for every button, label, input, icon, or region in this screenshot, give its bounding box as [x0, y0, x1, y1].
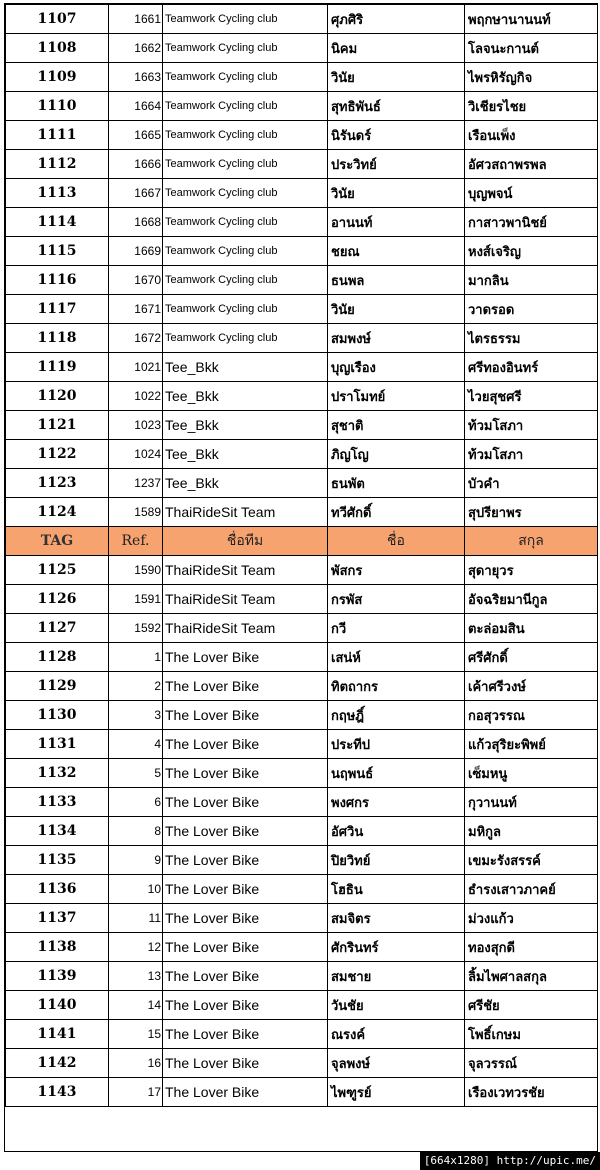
first-name-cell: ณรงค์ [328, 1020, 465, 1049]
team-cell: The Lover Bike [163, 875, 328, 904]
last-name-cell: สุดายุวร [465, 556, 598, 585]
team-cell: The Lover Bike [163, 962, 328, 991]
ref-cell: 2 [109, 672, 163, 701]
ref-cell: 8 [109, 817, 163, 846]
ref-cell: 9 [109, 846, 163, 875]
table-row [6, 991, 598, 1020]
table-row [6, 92, 598, 121]
team-cell: The Lover Bike [163, 1049, 328, 1078]
team-cell: The Lover Bike [163, 730, 328, 759]
ref-cell: 1664 [109, 92, 163, 121]
ref-cell: 1021 [109, 353, 163, 382]
last-name-cell: วิเชียรไชย [465, 92, 598, 121]
tag-cell: 1138 [6, 933, 109, 962]
ref-cell: 1590 [109, 556, 163, 585]
tag-cell: 1125 [6, 556, 109, 585]
team-cell: Teamwork Cycling club [163, 208, 328, 237]
first-name-cell: จุลพงษ์ [328, 1049, 465, 1078]
first-name-cell: สมพงษ์ [328, 324, 465, 353]
table-row [6, 353, 598, 382]
last-name-cell: โลจนะกานต์ [465, 34, 598, 63]
last-name-cell: บุญพจน์ [465, 179, 598, 208]
team-cell: The Lover Bike [163, 788, 328, 817]
ref-cell: 1661 [109, 5, 163, 34]
last-name-cell: จุลวรรณ์ [465, 1049, 598, 1078]
tag-cell: 1141 [6, 1020, 109, 1049]
table-row [6, 382, 598, 411]
tag-cell: 1129 [6, 672, 109, 701]
table-row [6, 846, 598, 875]
ref-cell: 1023 [109, 411, 163, 440]
tag-cell: 1130 [6, 701, 109, 730]
team-cell: ThaiRideSit Team [163, 585, 328, 614]
ref-cell: 17 [109, 1078, 163, 1107]
table-row [6, 237, 598, 266]
first-name-cell: วันชัย [328, 991, 465, 1020]
tag-cell: 1108 [6, 34, 109, 63]
last-name-cell: กอสุวรรณ [465, 701, 598, 730]
last-name-cell: บัวคำ [465, 469, 598, 498]
first-name-cell: นิคม [328, 34, 465, 63]
team-cell: The Lover Bike [163, 643, 328, 672]
ref-cell: 1024 [109, 440, 163, 469]
last-name-cell: เรือนเพ็ง [465, 121, 598, 150]
first-name-cell: สุชาติ [328, 411, 465, 440]
ref-cell: 1237 [109, 469, 163, 498]
first-name-cell: ทวีศักดิ์ [328, 498, 465, 527]
tag-cell: 1113 [6, 179, 109, 208]
team-cell: The Lover Bike [163, 933, 328, 962]
team-cell: Tee_Bkk [163, 382, 328, 411]
roster-body [6, 5, 598, 1107]
ref-cell: 4 [109, 730, 163, 759]
first-name-cell: อานนท์ [328, 208, 465, 237]
first-name-cell: ธนพัต [328, 469, 465, 498]
ref-cell: 1669 [109, 237, 163, 266]
first-name-cell: ไพฑูรย์ [328, 1078, 465, 1107]
tag-cell: 1131 [6, 730, 109, 759]
tag-cell: 1134 [6, 817, 109, 846]
team-cell: Teamwork Cycling club [163, 5, 328, 34]
ref-cell: 1665 [109, 121, 163, 150]
last-name-cell: ท้วมโสภา [465, 440, 598, 469]
first-name-cell: ทิตถากร [328, 672, 465, 701]
first-name-cell: สมจิตร [328, 904, 465, 933]
table-row [6, 759, 598, 788]
ref-cell: 1592 [109, 614, 163, 643]
first-name-cell: สมชาย [328, 962, 465, 991]
roster-sheet [4, 3, 598, 1152]
first-name-cell: ศักรินทร์ [328, 933, 465, 962]
team-cell: Teamwork Cycling club [163, 324, 328, 353]
team-cell: Teamwork Cycling club [163, 150, 328, 179]
tag-cell: 1117 [6, 295, 109, 324]
table-row [6, 324, 598, 353]
last-name-cell: มากลิน [465, 266, 598, 295]
ref-cell: 1662 [109, 34, 163, 63]
tag-cell: 1137 [6, 904, 109, 933]
team-cell: Tee_Bkk [163, 469, 328, 498]
last-name-cell: ม่วงแก้ว [465, 904, 598, 933]
team-cell: Teamwork Cycling club [163, 295, 328, 324]
team-cell: The Lover Bike [163, 846, 328, 875]
tag-cell: 1132 [6, 759, 109, 788]
last-name-cell: วาดรอด [465, 295, 598, 324]
tag-cell: 1133 [6, 788, 109, 817]
last-name-cell: ศรีศักดิ์ [465, 643, 598, 672]
first-name-cell: วินัย [328, 179, 465, 208]
team-cell: The Lover Bike [163, 904, 328, 933]
team-cell: The Lover Bike [163, 759, 328, 788]
ref-cell: 11 [109, 904, 163, 933]
team-cell: The Lover Bike [163, 672, 328, 701]
tag-cell: 1128 [6, 643, 109, 672]
tag-cell: 1107 [6, 5, 109, 34]
table-row [6, 817, 598, 846]
first-name-cell: กฤษฎิ์ [328, 701, 465, 730]
last-name-cell: แก้วสุริยะพิพย์ [465, 730, 598, 759]
first-name-cell: โฮธิน [328, 875, 465, 904]
table-row [6, 498, 598, 527]
first-name-cell: เสน่ห์ [328, 643, 465, 672]
table-row [6, 788, 598, 817]
tag-cell: 1139 [6, 962, 109, 991]
watermark: [664x1280] http://upic.me/ [420, 1152, 600, 1170]
last-name-cell: เรืองเวทวรชัย [465, 1078, 598, 1107]
last-name-cell: ลิ้มไพศาลสกุล [465, 962, 598, 991]
tag-cell: 1121 [6, 411, 109, 440]
first-name-cell: กวี [328, 614, 465, 643]
first-name-cell: ปิยวิทย์ [328, 846, 465, 875]
last-name-cell: ศรีชัย [465, 991, 598, 1020]
table-row [6, 1078, 598, 1107]
ref-cell: 15 [109, 1020, 163, 1049]
ref-cell: 12 [109, 933, 163, 962]
first-name-cell: กรพัส [328, 585, 465, 614]
last-name-cell: ศรีทองอินทร์ [465, 353, 598, 382]
table-row [6, 875, 598, 904]
first-name-cell: นิรันดร์ [328, 121, 465, 150]
table-row [6, 701, 598, 730]
first-name-cell: พงศกร [328, 788, 465, 817]
team-cell: The Lover Bike [163, 1020, 328, 1049]
last-name-cell: อัจฉริยมานีกูล [465, 585, 598, 614]
tag-cell: 1119 [6, 353, 109, 382]
first-name-cell: อัศวิน [328, 817, 465, 846]
ref-cell: 16 [109, 1049, 163, 1078]
header-tag: TAG [6, 527, 109, 556]
team-cell: The Lover Bike [163, 817, 328, 846]
header-first-name: ชื่อ [328, 527, 465, 556]
tag-cell: 1126 [6, 585, 109, 614]
tag-cell: 1109 [6, 63, 109, 92]
ref-cell: 1589 [109, 498, 163, 527]
table-row [6, 904, 598, 933]
ref-cell: 1663 [109, 63, 163, 92]
header-ref: Ref. [109, 527, 163, 556]
first-name-cell: ประทีป [328, 730, 465, 759]
roster-table [5, 4, 598, 1107]
first-name-cell: ศุภศิริ [328, 5, 465, 34]
team-cell: ThaiRideSit Team [163, 498, 328, 527]
team-cell: Tee_Bkk [163, 440, 328, 469]
team-cell: Tee_Bkk [163, 353, 328, 382]
tag-cell: 1124 [6, 498, 109, 527]
table-header-row [6, 527, 598, 556]
ref-cell: 10 [109, 875, 163, 904]
team-cell: Teamwork Cycling club [163, 237, 328, 266]
last-name-cell: มหิกูล [465, 817, 598, 846]
ref-cell: 1668 [109, 208, 163, 237]
tag-cell: 1110 [6, 92, 109, 121]
first-name-cell: สุทธิพันธ์ [328, 92, 465, 121]
last-name-cell: โพธิ์เกษม [465, 1020, 598, 1049]
tag-cell: 1116 [6, 266, 109, 295]
tag-cell: 1111 [6, 121, 109, 150]
table-row [6, 469, 598, 498]
table-row [6, 266, 598, 295]
team-cell: Teamwork Cycling club [163, 34, 328, 63]
ref-cell: 13 [109, 962, 163, 991]
table-row [6, 1020, 598, 1049]
tag-cell: 1122 [6, 440, 109, 469]
table-row [6, 962, 598, 991]
team-cell: The Lover Bike [163, 991, 328, 1020]
tag-cell: 1112 [6, 150, 109, 179]
table-row [6, 672, 598, 701]
ref-cell: 1591 [109, 585, 163, 614]
ref-cell: 6 [109, 788, 163, 817]
ref-cell: 1671 [109, 295, 163, 324]
ref-cell: 1666 [109, 150, 163, 179]
first-name-cell: ภิญโญ [328, 440, 465, 469]
tag-cell: 1135 [6, 846, 109, 875]
table-row [6, 150, 598, 179]
table-row [6, 585, 598, 614]
last-name-cell: กาสาวพานิชย์ [465, 208, 598, 237]
team-cell: The Lover Bike [163, 701, 328, 730]
last-name-cell: ไตรธรรม [465, 324, 598, 353]
last-name-cell: ธำรงเสาวภาคย์ [465, 875, 598, 904]
team-cell: Teamwork Cycling club [163, 92, 328, 121]
table-row [6, 730, 598, 759]
table-row [6, 643, 598, 672]
last-name-cell: กุวานนท์ [465, 788, 598, 817]
team-cell: The Lover Bike [163, 1078, 328, 1107]
last-name-cell: เค้าศรีวงษ์ [465, 672, 598, 701]
tag-cell: 1142 [6, 1049, 109, 1078]
table-row [6, 5, 598, 34]
last-name-cell: สุปรียาพร [465, 498, 598, 527]
table-row [6, 63, 598, 92]
table-row [6, 440, 598, 469]
team-cell: ThaiRideSit Team [163, 556, 328, 585]
last-name-cell: ท้วมโสภา [465, 411, 598, 440]
ref-cell: 1 [109, 643, 163, 672]
last-name-cell: พฤกษานานนท์ [465, 5, 598, 34]
tag-cell: 1115 [6, 237, 109, 266]
first-name-cell: พัสกร [328, 556, 465, 585]
tag-cell: 1123 [6, 469, 109, 498]
ref-cell: 1670 [109, 266, 163, 295]
last-name-cell: อัศวสถาพรพล [465, 150, 598, 179]
tag-cell: 1118 [6, 324, 109, 353]
first-name-cell: ปราโมทย์ [328, 382, 465, 411]
table-row [6, 933, 598, 962]
first-name-cell: ธนพล [328, 266, 465, 295]
tag-cell: 1143 [6, 1078, 109, 1107]
first-name-cell: วินัย [328, 295, 465, 324]
ref-cell: 1672 [109, 324, 163, 353]
ref-cell: 1667 [109, 179, 163, 208]
tag-cell: 1120 [6, 382, 109, 411]
last-name-cell: หงส์เจริญ [465, 237, 598, 266]
table-row [6, 208, 598, 237]
table-row [6, 295, 598, 324]
header-team: ชื่อทีม [163, 527, 328, 556]
table-row [6, 121, 598, 150]
first-name-cell: นฤพนธ์ [328, 759, 465, 788]
tag-cell: 1114 [6, 208, 109, 237]
header-last-name: สกุล [465, 527, 598, 556]
last-name-cell: ไพรหิรัญกิจ [465, 63, 598, 92]
table-row [6, 179, 598, 208]
table-row [6, 411, 598, 440]
team-cell: Teamwork Cycling club [163, 63, 328, 92]
table-row [6, 614, 598, 643]
last-name-cell: ไวยสุชศรี [465, 382, 598, 411]
first-name-cell: ชยณ [328, 237, 465, 266]
table-row [6, 556, 598, 585]
team-cell: ThaiRideSit Team [163, 614, 328, 643]
last-name-cell: ตะล่อมสิน [465, 614, 598, 643]
table-row [6, 34, 598, 63]
ref-cell: 14 [109, 991, 163, 1020]
team-cell: Tee_Bkk [163, 411, 328, 440]
team-cell: Teamwork Cycling club [163, 179, 328, 208]
last-name-cell: เซ็มหนู [465, 759, 598, 788]
ref-cell: 5 [109, 759, 163, 788]
ref-cell: 3 [109, 701, 163, 730]
tag-cell: 1127 [6, 614, 109, 643]
first-name-cell: บุญเรือง [328, 353, 465, 382]
ref-cell: 1022 [109, 382, 163, 411]
last-name-cell: ทองสุกดี [465, 933, 598, 962]
tag-cell: 1140 [6, 991, 109, 1020]
team-cell: Teamwork Cycling club [163, 266, 328, 295]
first-name-cell: วินัย [328, 63, 465, 92]
team-cell: Teamwork Cycling club [163, 121, 328, 150]
last-name-cell: เขมะรังสรรค์ [465, 846, 598, 875]
tag-cell: 1136 [6, 875, 109, 904]
first-name-cell: ประวิทย์ [328, 150, 465, 179]
table-row [6, 1049, 598, 1078]
